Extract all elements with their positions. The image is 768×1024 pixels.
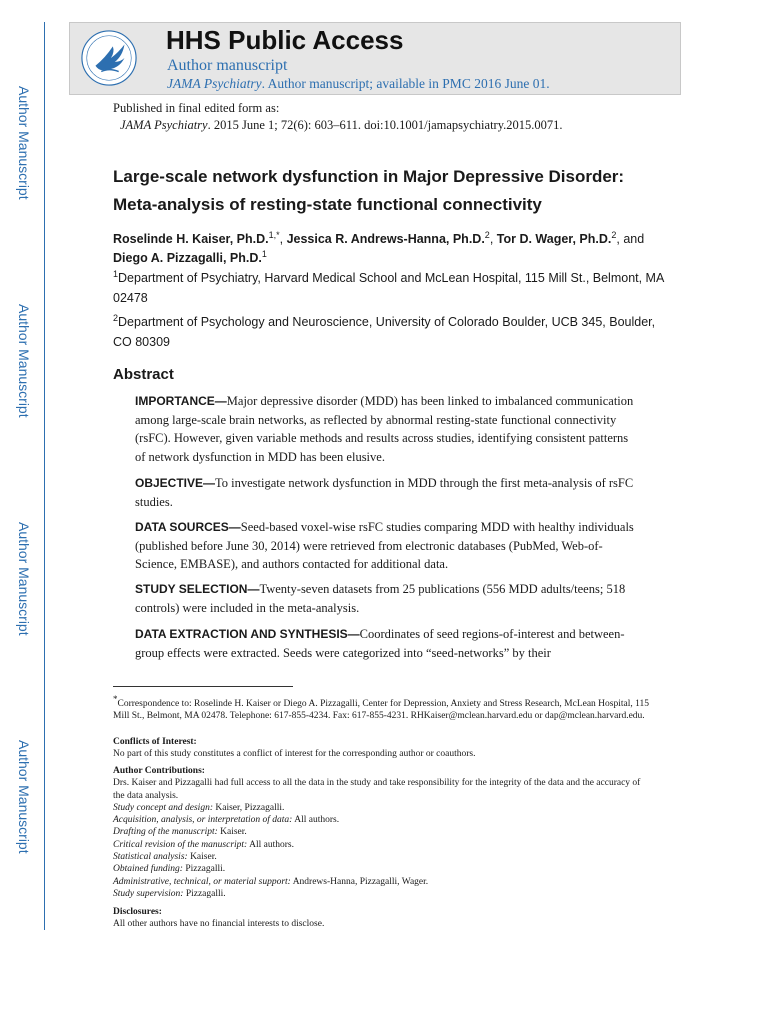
abstract-section-text: Seed-based voxel-wise rsFC studies comparing MDD with healthy individuals (published before June 30, 2014) were retrieved from electronic databases (PubMed, Web-of-Science, EMBASE), and authors contacted for additional data.: [135, 520, 634, 571]
role-people: Pizzagalli.: [182, 864, 226, 875]
hhs-header: [69, 22, 681, 95]
role-people: Andrews-Hanna, Pizzagalli, Wager.: [290, 876, 429, 887]
abstract-section-text: Coordinates of seed regions-of-interest and between-group effects were extracted. Seeds were categorized into “seed-networks” by their: [135, 627, 625, 660]
contribution-role: [113, 814, 653, 826]
abstract-section-key: DATA EXTRACTION AND SYNTHESIS—: [135, 627, 360, 641]
role-label: Study concept and design:: [113, 802, 213, 813]
disclosures-heading: Disclosures:: [113, 907, 162, 917]
footnote-correspondence: [113, 693, 653, 723]
role-people: All authors.: [292, 815, 340, 826]
contribution-role: [113, 839, 653, 851]
footnote-conflicts: [113, 736, 653, 761]
title-line-1: Large-scale network dysfunction in Major Depressive Disorder:: [113, 167, 625, 186]
sidebar-label: Author Manuscript: [16, 522, 32, 636]
affiliation-text: Department of Psychology and Neuroscience, University of Colorado Boulder, UCB 345, Boulder, CO 80309: [113, 315, 656, 349]
role-label: Critical revision of the manuscript:: [113, 839, 248, 850]
hhs-subtitle: Author manuscript: [167, 57, 288, 74]
published-label: Published in final edited form as:: [113, 101, 280, 115]
role-label: Drafting of the manuscript:: [113, 827, 218, 838]
role-people: All authors.: [247, 839, 294, 850]
article-title: [113, 163, 673, 219]
sidebar-label: Author Manuscript: [16, 86, 32, 200]
abstract-section: [135, 392, 635, 466]
abstract-section: [135, 580, 635, 617]
author-sup: 2: [611, 229, 617, 240]
affiliation-sup: 1: [113, 268, 119, 279]
sidebar-label: Author Manuscript: [16, 740, 32, 854]
hhs-title: HHS Public Access: [166, 25, 404, 55]
title-line-2: Meta-analysis of resting-state functional connectivity: [113, 195, 542, 214]
contributions-text: Drs. Kaiser and Pizzagalli had full access to all the data in the study and take responsibility for the integrity of the data and the accuracy of the data analysis.: [113, 778, 641, 801]
author-list: Roselinde H. Kaiser, Ph.D.$^{1,*}$, Jessica R. Andrews-Hanna, Ph.D.$^2$, Tor D. Wager, Ph.D.$^2$, and Diego A. Pizzagalli, Ph.D.$^1$: [113, 229, 645, 265]
affiliation-text: Department of Psychiatry, Harvard Medical School and McLean Hospital, 115 Mill St., Belmont, MA 02478: [113, 271, 664, 305]
author-sup: 1: [261, 248, 267, 259]
sidebar-rule: [44, 22, 45, 930]
contributions-heading: Author Contributions:: [113, 766, 205, 776]
hhs-availability: [167, 76, 550, 92]
role-label: Acquisition, analysis, or interpretation of data:: [113, 815, 293, 826]
role-label: Statistical analysis:: [113, 852, 188, 863]
contribution-role: [113, 851, 653, 863]
footnote-contributions: [113, 765, 653, 900]
author-conjunction: , and: [616, 232, 645, 246]
contribution-role: [113, 888, 653, 900]
role-label: Study supervision:: [113, 888, 184, 899]
contribution-role: [113, 826, 653, 838]
abstract-section-text: Twenty-seven datasets from 25 publications (556 MDD adults/teens; 518 controls) were included in the meta-analysis.: [135, 582, 626, 615]
sidebar-label: Author Manuscript: [16, 304, 32, 418]
abstract-section-key: IMPORTANCE—: [135, 394, 227, 408]
published-info: [113, 100, 563, 134]
footnote-rule: [113, 686, 293, 687]
journal-name: JAMA Psychiatry: [167, 76, 262, 91]
role-label: Administrative, technical, or material support:: [113, 876, 291, 887]
contribution-role: [113, 876, 653, 888]
role-label: Obtained funding:: [113, 864, 183, 875]
abstract-section-text: Major depressive disorder (MDD) has been linked to imbalanced communication among large-scale brain networks, as reflected by abnormal resting-state functional connectivity (rsFC). However, given variable methods and results across studies, identifying consistent patterns of network dysfunction in MDD has been elusive.: [135, 394, 634, 464]
sidebar: [0, 0, 46, 930]
affiliation: [113, 312, 673, 352]
published-journal: JAMA Psychiatry: [120, 118, 208, 132]
abstract-section-key: OBJECTIVE—: [135, 476, 216, 490]
author-name: Diego A. Pizzagalli, Ph.D.: [113, 251, 262, 265]
role-people: Kaiser, Pizzagalli.: [213, 802, 285, 813]
published-citation: [113, 117, 563, 134]
disclosures-text: All other authors have no financial interests to disclose.: [113, 919, 325, 930]
abstract-section: [135, 474, 635, 511]
role-people: Pizzagalli.: [183, 888, 226, 899]
abstract-section-key: STUDY SELECTION—: [135, 582, 260, 596]
affiliation: [113, 268, 673, 308]
contribution-role: [113, 863, 653, 875]
author-sup: 2: [484, 229, 490, 240]
affiliation-sup: 2: [113, 312, 119, 323]
footnote-asterisk: *: [113, 693, 118, 704]
author-name: Tor D. Wager, Ph.D.: [496, 232, 612, 246]
availability-text: . Author manuscript; available in PMC 2016 June 01.: [261, 76, 550, 91]
conflicts-text: No part of this study constitutes a conflict of interest for the corresponding author or coauthors.: [113, 749, 476, 760]
footnote-disclosures: [113, 906, 653, 931]
author-name: Jessica R. Andrews-Hanna, Ph.D.: [286, 232, 485, 246]
correspondence-text: Correspondence to: Roselinde H. Kaiser or Diego A. Pizzagalli, Center for Depression, Anxiety and Stress Research, McLean Hospital, 115 Mill St., Belmont, MA 02478. Telephone: 617-855-4234. Fax: 617-855-4231. RHKaiser@mclean.harvard.edu or dap@mclean.harvard.edu.: [113, 699, 650, 722]
contribution-role: [113, 802, 653, 814]
citation-text: . 2015 June 1; 72(6): 603–611. doi:10.1001/jamapsychiatry.2015.0071.: [207, 118, 563, 132]
abstract-heading: Abstract: [113, 366, 174, 383]
abstract-section-text: To investigate network dysfunction in MDD through the first meta-analysis of rsFC studies.: [135, 476, 634, 509]
author-name: Roselinde H. Kaiser, Ph.D.: [113, 232, 269, 246]
conflicts-heading: Conflicts of Interest:: [113, 737, 197, 747]
role-people: Kaiser.: [217, 827, 247, 838]
abstract-section: [135, 518, 635, 574]
role-people: Kaiser.: [187, 852, 217, 863]
author-sup: 1,*: [268, 229, 280, 240]
hhs-eagle-logo: [80, 29, 138, 87]
abstract-section-key: DATA SOURCES—: [135, 520, 241, 534]
abstract-section: [135, 625, 635, 662]
